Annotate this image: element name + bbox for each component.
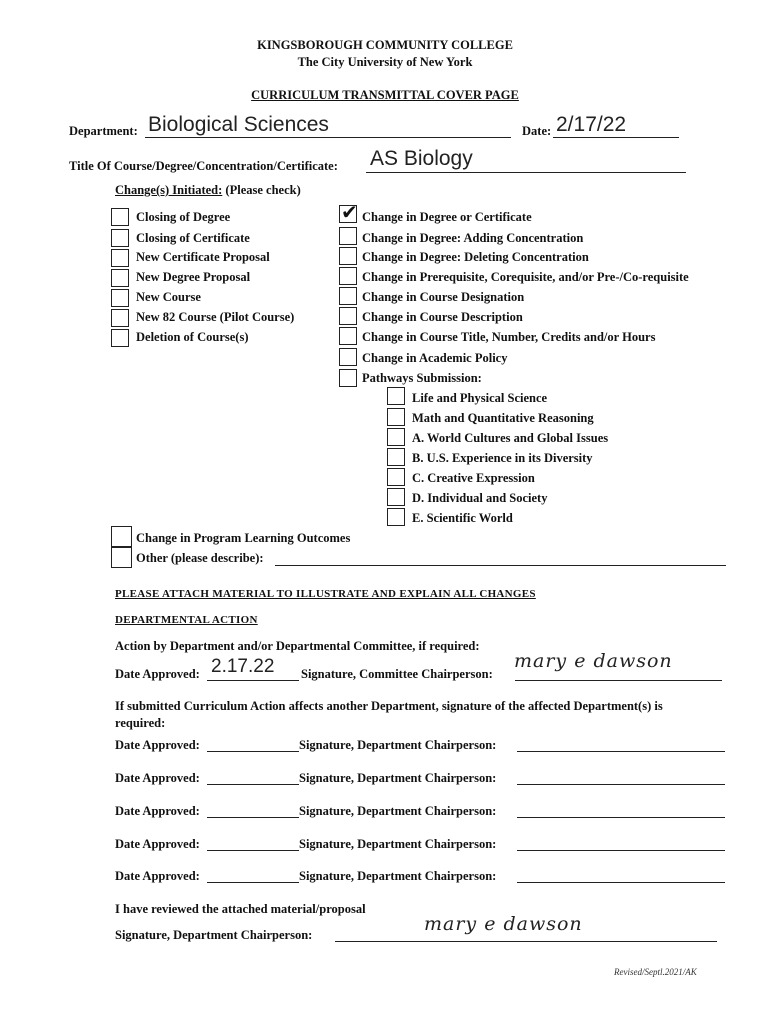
date-approved-label: Date Approved: xyxy=(115,738,200,752)
option-label: Change in Program Learning Outcomes xyxy=(136,531,351,545)
course-title-field-line xyxy=(366,172,686,173)
option-label: B. U.S. Experience in its Diversity xyxy=(412,451,593,465)
changes-label: Change(s) Initiated: xyxy=(115,183,223,197)
signature-label: Signature, Department Chairperson: xyxy=(299,738,497,752)
checkbox-program-learning-outcomes[interactable] xyxy=(111,526,132,547)
checkbox-life-and-physical-science[interactable] xyxy=(387,387,405,405)
signature-label: Signature, Department Chairperson: xyxy=(299,869,497,883)
date-approved-line[interactable] xyxy=(207,882,299,883)
option-label: Change in Course Designation xyxy=(362,290,525,304)
date-approved-line[interactable] xyxy=(207,850,299,851)
date-approved-line[interactable] xyxy=(207,784,299,785)
changes-initiated-label xyxy=(115,183,301,198)
checkbox-other[interactable] xyxy=(111,547,132,568)
checkbox-change-in-course-description[interactable] xyxy=(339,307,357,325)
department-field-line xyxy=(145,137,511,138)
department-value[interactable]: Biological Sciences xyxy=(148,113,329,136)
date-approved-label: Date Approved: xyxy=(115,837,200,851)
checkbox-deletion-of-courses[interactable] xyxy=(111,329,129,347)
option-label: Pathways Submission: xyxy=(362,371,482,385)
revision-footer: Revised/Septl.2021/AK xyxy=(614,967,697,977)
option-label: Change in Course Description xyxy=(362,310,523,324)
changes-note: (Please check) xyxy=(225,183,301,197)
date-approved-line[interactable] xyxy=(207,817,299,818)
signature-line[interactable] xyxy=(517,850,725,851)
departmental-action-intro: Action by Department and/or Departmental Committee, if required: xyxy=(115,639,480,653)
checkbox-us-experience[interactable] xyxy=(387,448,405,466)
checkbox-new-degree-proposal[interactable] xyxy=(111,269,129,287)
option-label: E. Scientific World xyxy=(412,511,513,525)
option-label: Deletion of Course(s) xyxy=(136,330,249,344)
course-title-value[interactable]: AS Biology xyxy=(370,147,473,170)
checkbox-scientific-world[interactable] xyxy=(387,508,405,526)
committee-signature-value[interactable]: mary e dawson xyxy=(514,650,673,672)
option-label: New Degree Proposal xyxy=(136,270,251,284)
signature-line[interactable] xyxy=(517,817,725,818)
checkbox-change-in-academic-policy[interactable] xyxy=(339,348,357,366)
option-label: Other (please describe): xyxy=(136,551,264,565)
date-approved-label: Date Approved: xyxy=(115,771,200,785)
option-label: Change in Academic Policy xyxy=(362,351,508,365)
date-approved-value[interactable]: 2.17.22 xyxy=(211,656,275,677)
option-label: D. Individual and Society xyxy=(412,491,548,505)
checkbox-closing-of-certificate[interactable] xyxy=(111,229,129,247)
checkbox-individual-and-society[interactable] xyxy=(387,488,405,506)
checkbox-change-in-course-title[interactable] xyxy=(339,327,357,345)
option-label: Change in Degree: Adding Concentration xyxy=(362,231,584,245)
checkbox-deleting-concentration[interactable] xyxy=(339,247,357,265)
option-label: C. Creative Expression xyxy=(412,471,535,485)
course-title-label: Title Of Course/Degree/Concentration/Certificate: xyxy=(69,159,338,173)
checkbox-pathways-submission[interactable] xyxy=(339,369,357,387)
form-title: CURRICULUM TRANSMITTAL COVER PAGE xyxy=(251,88,519,102)
committee-signature-label: Signature, Committee Chairperson: xyxy=(301,667,493,681)
signature-label: Signature, Department Chairperson: xyxy=(299,771,497,785)
review-signature-value[interactable]: mary e dawson xyxy=(424,913,583,935)
checkbox-new-course[interactable] xyxy=(111,289,129,307)
signature-label: Signature, Department Chairperson: xyxy=(299,837,497,851)
checkbox-change-in-course-designation[interactable] xyxy=(339,287,357,305)
checkbox-new-82-course[interactable] xyxy=(111,309,129,327)
signature-line[interactable] xyxy=(517,882,725,883)
signature-line[interactable] xyxy=(517,751,725,752)
departmental-action-heading: DEPARTMENTAL ACTION xyxy=(115,614,258,626)
option-label: New 82 Course (Pilot Course) xyxy=(136,310,295,324)
committee-signature-line xyxy=(515,680,722,681)
option-label: Change in Degree or Certificate xyxy=(362,210,532,224)
date-approved-line[interactable] xyxy=(207,751,299,752)
checkbox-change-in-prerequisite[interactable] xyxy=(339,267,357,285)
date-label: Date: xyxy=(522,124,552,138)
option-label: Closing of Certificate xyxy=(136,231,250,245)
date-field-line xyxy=(553,137,679,138)
option-label: Math and Quantitative Reasoning xyxy=(412,411,594,425)
college-name: KINGSBOROUGH COMMUNITY COLLEGE xyxy=(257,38,513,52)
date-approved-label: Date Approved: xyxy=(115,804,200,818)
other-describe-line[interactable] xyxy=(275,565,726,566)
option-label: Change in Course Title, Number, Credits and/or Hours xyxy=(362,330,656,344)
university-name: The City University of New York xyxy=(297,55,473,69)
checkmark-icon: ✔ xyxy=(341,200,358,224)
date-approved-label: Date Approved: xyxy=(115,667,200,681)
option-label: New Course xyxy=(136,290,201,304)
attach-notice: PLEASE ATTACH MATERIAL TO ILLUSTRATE AND EXPLAIN ALL CHANGES xyxy=(115,588,536,600)
signature-line[interactable] xyxy=(517,784,725,785)
checkbox-new-certificate-proposal[interactable] xyxy=(111,249,129,267)
option-label: Life and Physical Science xyxy=(412,391,548,405)
option-label: Change in Degree: Deleting Concentration xyxy=(362,250,589,264)
date-approved-label: Date Approved: xyxy=(115,869,200,883)
option-label: Closing of Degree xyxy=(136,210,231,224)
review-signature-line xyxy=(335,941,717,942)
checkbox-creative-expression[interactable] xyxy=(387,468,405,486)
affected-intro-line2: required: xyxy=(115,716,166,730)
department-label: Department: xyxy=(69,124,138,138)
review-signature-label: Signature, Department Chairperson: xyxy=(115,928,313,942)
checkbox-adding-concentration[interactable] xyxy=(339,227,357,245)
affected-intro-line1: If submitted Curriculum Action affects another Department, signature of the affected Department(s) is xyxy=(115,699,663,713)
checkbox-change-in-degree-or-certificate[interactable] xyxy=(339,200,358,224)
option-label: New Certificate Proposal xyxy=(136,250,270,264)
checkbox-math-and-quantitative[interactable] xyxy=(387,408,405,426)
checkbox-closing-of-degree[interactable] xyxy=(111,208,129,226)
date-value[interactable]: 2/17/22 xyxy=(556,113,627,136)
review-statement: I have reviewed the attached material/proposal xyxy=(115,902,366,916)
signature-label: Signature, Department Chairperson: xyxy=(299,804,497,818)
checkbox-world-cultures[interactable] xyxy=(387,428,405,446)
option-label: A. World Cultures and Global Issues xyxy=(412,431,609,445)
date-approved-line xyxy=(207,680,299,681)
option-label: Change in Prerequisite, Corequisite, and/or Pre-/Co-requisite xyxy=(362,270,689,284)
